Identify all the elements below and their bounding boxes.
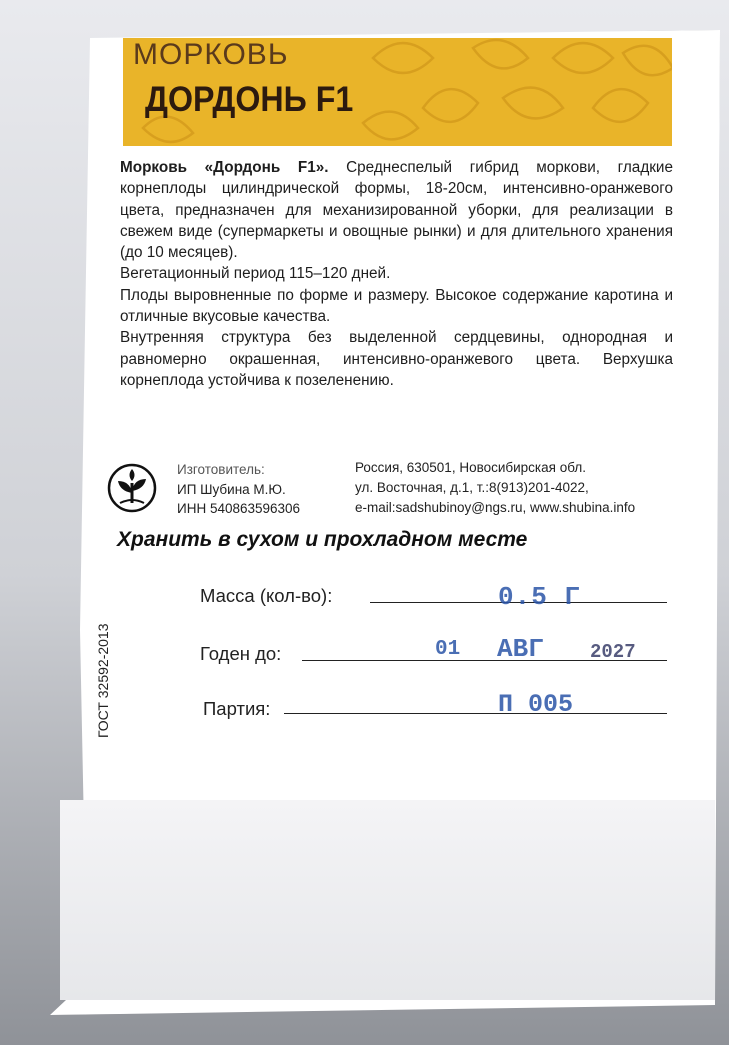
- expiry-label: Годен до:: [200, 643, 282, 664]
- product-category: МОРКОВЬ: [133, 38, 289, 71]
- manufacturer-address-line-1: Россия, 630501, Новосибирская обл.: [355, 460, 586, 475]
- desc-structure: Внутренняя структура без выделенной сердцевины, однородная и равномерно окрашенная, интенсивно-оранжевого цвета. Верхушка корнеплода устойчива к позеленению.: [120, 329, 673, 389]
- product-variety: ДОРДОНЬ F1: [145, 80, 354, 119]
- sprout-in-circle-icon: [107, 463, 157, 513]
- expiry-day-stamp: 01: [435, 638, 461, 661]
- manufacturer-address-block: [355, 458, 635, 517]
- batch-label: Партия:: [203, 698, 271, 719]
- desc-paragraph-main: [120, 157, 673, 263]
- batch-stamp: П 005: [498, 690, 574, 719]
- manufacturer-inn: ИНН 540863596306: [177, 501, 301, 516]
- manufacturer-block: [177, 460, 300, 519]
- manufacturer-name: ИП Шубина М.Ю.: [177, 481, 286, 497]
- mass-stamp: 0.5 Г: [498, 582, 582, 612]
- product-description: [120, 157, 673, 391]
- desc-fruits: Плоды выровненные по форме и размеру. Высокое содержание каротина и отличные вкусовые качества.: [120, 286, 673, 326]
- manufacturer-address-line-2: ул. Восточная, д.1, т.:8(913)201-4022,: [355, 479, 589, 495]
- storage-instructions: Хранить в сухом и прохладном месте: [117, 528, 528, 551]
- expiry-month-stamp: АВГ: [497, 634, 544, 664]
- manufacturer-contacts: e-mail:sadshubinoy@ngs.ru, www.shubina.info: [355, 499, 636, 515]
- packet-lower-panel: [60, 800, 715, 1000]
- desc-product-name: Морковь «Дордонь F1».: [120, 159, 329, 176]
- expiry-year: 2027: [590, 641, 636, 663]
- gost-standard: ГОСТ 32592-2013: [95, 623, 111, 738]
- batch-line: [284, 713, 667, 714]
- desc-period: Вегетационный период 115–120 дней.: [120, 265, 391, 283]
- manufacturer-label: Изготовитель:: [177, 462, 265, 477]
- desc-intro: Среднеспелый гибрид моркови, гладкие корнеплоды цилиндрической формы, 18-20см, интенсивно-оранжевого цвета, предназначен для механизированной уборки, для реализации в свежем виде (супермаркеты и овощные рынки) и для длительного хранения (до 10 месяцев).: [120, 159, 673, 262]
- mass-label: Масса (кол-во):: [200, 585, 333, 606]
